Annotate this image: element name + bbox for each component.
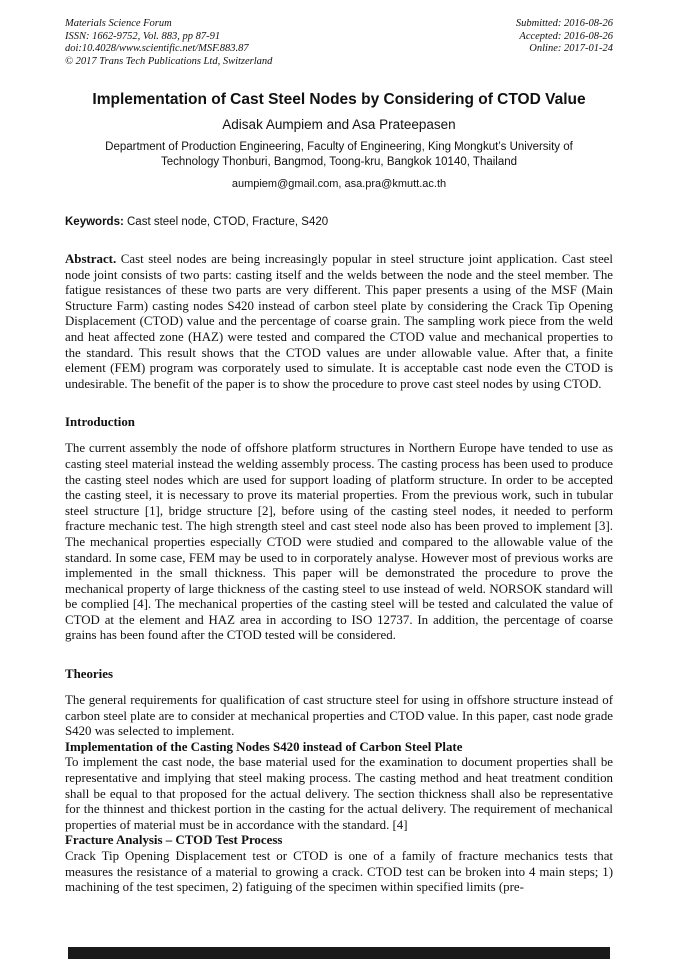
abstract-label: Abstract. (65, 252, 117, 266)
implementation-paragraph: To implement the cast node, the base material used for the examination to document properties shall be representative and implying that steel making process. The casting method and heat treatment condition shall be equal to that proposed for the actual delivery. The section thickness shall also be representative for the thinnest and thickest portion in the casting for the actual delivery. The requirement of mechanical properties of material must be in accordance with the standard. [4] (65, 755, 613, 832)
footer-bar (68, 947, 610, 959)
submitted-date: Submitted: 2016-08-26 (515, 18, 613, 29)
keywords-line (65, 216, 613, 228)
abstract-text: Cast steel nodes are being increasingly popular in steel structure joint application. Cast steel node joint consists of two parts: casting itself and the welds between the node and the steel member. The fatigue resistances of these two parts are very different. This paper presents a using of the MSF (Main Structure Farm) casting nodes S420 instead of carbon steel plate by considering the Crack Tip Opening Displacement (CTOD) value and the percentage of coarse grain. The sampling work piece from the weld and heat affected zone (HAZ) were tested and compared the CTOD value and mechanical properties to the standard. This result shows that the CTOD values are under allowable value. After that, a finite element (FEM) program was corporately used to simulate. It is acceptable cast node even the CTOD is undesirable. The benefit of the paper is to show the procedure to prove cast steel nodes by using CTOD. (65, 252, 613, 391)
journal-copyright: © 2017 Trans Tech Publications Ltd, Switzerland (65, 55, 273, 67)
accepted-date: Accepted: 2016-08-26 (519, 30, 613, 42)
journal-header (65, 18, 613, 68)
journal-issn-volume: ISSN: 1662-9752, Vol. 883, pp 87-91 (65, 30, 221, 42)
submission-dates (516, 18, 613, 68)
author-emails: aumpiem@gmail.com, asa.pra@kmutt.ac.th (231, 178, 447, 190)
abstract (65, 252, 613, 392)
journal-name: Materials Science Forum (65, 18, 172, 29)
online-date: Online: 2017-01-24 (529, 43, 613, 54)
keywords-text: Cast steel node, CTOD, Fracture, S420 (127, 216, 329, 228)
section-heading-introduction: Introduction (65, 415, 135, 430)
journal-info (65, 18, 272, 68)
journal-doi: doi:10.4028/www.scientific.net/MSF.883.87 (65, 43, 249, 54)
paper-title: Implementation of Cast Steel Nodes by Considering of CTOD Value (92, 91, 586, 108)
fracture-analysis-paragraph: Crack Tip Opening Displacement test or CTOD is one of a family of fracture mechanics tests that measures the resistance of a material to growing a crack. CTOD test can be broken into 4 main steps; 1) machining of the test specimen, 2) fatiguing of the specimen within specified limits (pre- (65, 849, 613, 895)
subsection-heading-fracture-analysis: Fracture Analysis – CTOD Test Process (65, 833, 283, 848)
introduction-paragraph: The current assembly the node of offshore platform structures in Northern Europe have tended to use as casting steel material instead the welding assembly process. The casting process has been used to produce the casting steel nodes which are used for support loading of platform structure. In order to be accepted the casting steel, it is necessary to prove its material properties. From the previous work, such in tubular steel structure [1], bridge structure [2], before using of the casting steel nodes, it needed to perform fracture mechanic test. The high strength steel and cast steel node also has been proved to implement [3]. The mechanical properties especially CTOD were studied and compared to the allowable value of the standard. In some case, FEM may be used to in corporately analyse. However most of previous works are implemented in the small thickness. This paper will be demonstrated the procedure to prove the mechanical property of large thickness of the casting steel to use instead of weld. NORSOK standard will be complied [4]. The mechanical properties of the casting steel will be tested and calculated the value of CTOD at the element and HAZ area in according to ISO 12737. In addition, the percentage of coarse grains has been found after the CTOD tested will be considered. (65, 441, 613, 643)
subsection-heading-implementation: Implementation of the Casting Nodes S420 instead of Carbon Steel Plate (65, 739, 463, 754)
keywords-label: Keywords: (65, 216, 124, 228)
theories-paragraph: The general requirements for qualification of cast structure steel for using in offshore structure instead of carbon steel plate are to consider at mechanical properties and CTOD value. In this paper, cast node grade S420 was selected to implement. (65, 693, 613, 739)
affiliation: Department of Production Engineering, Faculty of Engineering, King Mongkut’s University of Technology Thonburi, Bangmod, Toong-kru, Bangkok 10140, Thailand (105, 141, 573, 168)
authors-line: Adisak Aumpiem and Asa Prateepasen (222, 117, 456, 132)
section-heading-theories: Theories (65, 667, 113, 682)
